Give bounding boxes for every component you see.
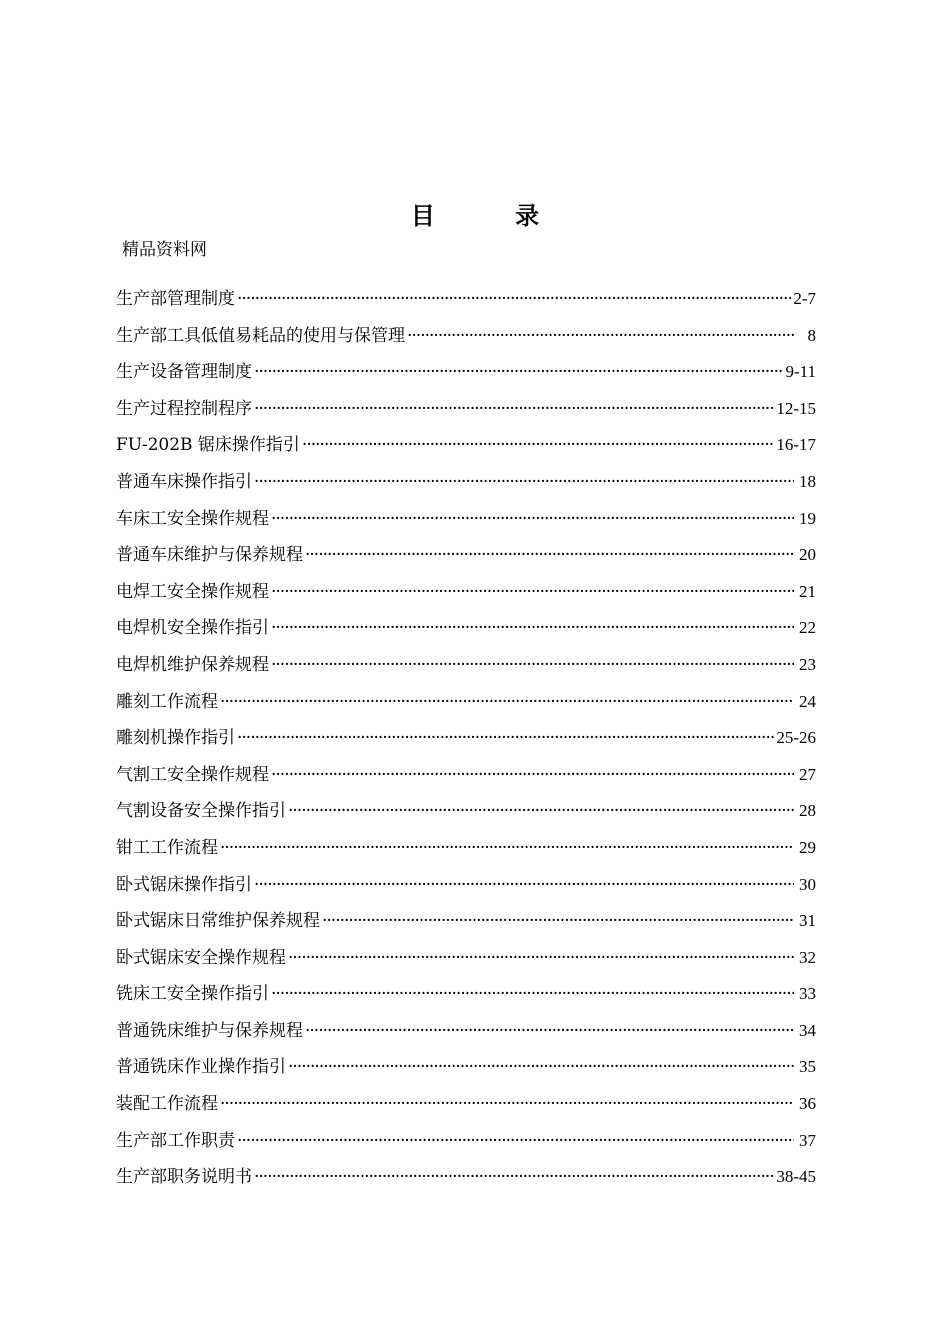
toc-entry-title: 车床工安全操作规程 xyxy=(116,508,269,529)
toc-entry[interactable] xyxy=(116,577,816,614)
toc-entry-title: 电焊机安全操作指引 xyxy=(116,618,269,639)
toc-entry-page: 35 xyxy=(799,1057,816,1077)
toc-entry-title: 普通车床操作指引 xyxy=(116,471,252,492)
dot-leader xyxy=(271,577,794,607)
toc-entry-page: 30 xyxy=(799,874,816,894)
toc-entry[interactable] xyxy=(116,650,816,687)
dot-leader xyxy=(271,760,794,790)
toc-entry-page: 12-15 xyxy=(776,398,816,418)
toc-entry-title: 电焊机维护保养规程 xyxy=(116,654,269,675)
toc-entry[interactable] xyxy=(116,943,816,980)
toc-entry-page: 32 xyxy=(799,947,816,967)
toc-entry[interactable] xyxy=(116,979,816,1016)
dot-leader xyxy=(288,943,794,973)
toc-entry-title: 铣床工安全操作指引 xyxy=(116,984,269,1005)
toc-entry-page: 29 xyxy=(799,837,816,857)
dot-leader xyxy=(305,540,794,570)
toc-entry-page: 25-26 xyxy=(776,728,816,748)
toc-entry[interactable] xyxy=(116,1016,816,1053)
dot-leader xyxy=(237,723,774,753)
dot-leader xyxy=(271,504,794,534)
toc-entry-title: 生产部职务说明书 xyxy=(116,1167,252,1188)
subtitle: 精品资料网 xyxy=(122,240,207,260)
toc-entry-page: 19 xyxy=(799,508,816,528)
dot-leader xyxy=(220,1089,794,1119)
toc-entry[interactable] xyxy=(116,1052,816,1089)
dot-leader xyxy=(254,1162,774,1192)
toc-entry-title: 卧式锯床安全操作规程 xyxy=(116,947,286,968)
dot-leader xyxy=(288,796,794,826)
toc-entry-page: 18 xyxy=(799,471,816,491)
toc-entry-title: FU-202B 锯床操作指引 xyxy=(116,435,300,456)
toc-entry[interactable] xyxy=(116,394,816,431)
toc-entry-title: 生产设备管理制度 xyxy=(116,362,252,383)
toc-entry[interactable] xyxy=(116,906,816,943)
toc-entry-page: 8 xyxy=(807,325,816,345)
toc-entry-title: 生产部工具低值易耗品的使用与保管理 xyxy=(116,325,405,346)
dot-leader xyxy=(237,1126,794,1156)
toc-entry[interactable] xyxy=(116,430,816,467)
table-of-contents xyxy=(116,284,816,1199)
toc-entry[interactable] xyxy=(116,1126,816,1163)
dot-leader xyxy=(288,1052,794,1082)
toc-entry[interactable] xyxy=(116,467,816,504)
toc-entry-title: 气割工安全操作规程 xyxy=(116,764,269,785)
toc-entry-title: 气割设备安全操作指引 xyxy=(116,801,286,822)
dot-leader xyxy=(254,870,794,900)
toc-entry-title: 生产部管理制度 xyxy=(116,289,235,309)
toc-entry[interactable] xyxy=(116,321,816,358)
toc-entry[interactable] xyxy=(116,796,816,833)
dot-leader xyxy=(305,1016,794,1046)
toc-entry-page: 22 xyxy=(799,618,816,638)
toc-entry-page: 37 xyxy=(799,1130,816,1150)
dot-leader xyxy=(237,284,791,314)
toc-entry-page: 28 xyxy=(799,801,816,821)
toc-entry-title: 普通车床维护与保养规程 xyxy=(116,545,303,566)
toc-entry-page: 38-45 xyxy=(776,1167,816,1187)
toc-entry[interactable] xyxy=(116,613,816,650)
toc-entry-page: 16-17 xyxy=(776,435,816,455)
toc-entry-page: 31 xyxy=(799,911,816,931)
toc-entry[interactable] xyxy=(116,870,816,907)
dot-leader xyxy=(254,467,794,497)
dot-leader xyxy=(271,979,794,1009)
toc-entry[interactable] xyxy=(116,284,816,321)
toc-entry[interactable] xyxy=(116,760,816,797)
dot-leader xyxy=(302,430,774,460)
dot-leader xyxy=(220,687,794,717)
toc-entry-title: 普通铣床作业操作指引 xyxy=(116,1057,286,1078)
toc-entry-page: 27 xyxy=(799,764,816,784)
dot-leader xyxy=(220,833,794,863)
toc-entry-title: 装配工作流程 xyxy=(116,1094,218,1115)
toc-entry-page: 2-7 xyxy=(793,289,816,308)
toc-entry[interactable] xyxy=(116,540,816,577)
toc-entry-page: 36 xyxy=(799,1094,816,1114)
toc-entry-page: 24 xyxy=(799,691,816,711)
toc-entry[interactable] xyxy=(116,1089,816,1126)
toc-entry[interactable] xyxy=(116,687,816,724)
dot-leader xyxy=(322,906,794,936)
toc-entry[interactable] xyxy=(116,504,816,541)
toc-entry-title: 雕刻工作流程 xyxy=(116,691,218,712)
toc-entry-page: 34 xyxy=(799,1020,816,1040)
toc-entry-title: 卧式锯床操作指引 xyxy=(116,874,252,895)
dot-leader xyxy=(254,357,783,387)
toc-entry-page: 21 xyxy=(799,581,816,601)
toc-entry-title: 卧式锯床日常维护保养规程 xyxy=(116,911,320,932)
dot-leader xyxy=(254,394,774,424)
toc-entry-title: 钳工工作流程 xyxy=(116,837,218,858)
toc-entry-page: 33 xyxy=(799,984,816,1004)
toc-entry-title: 生产过程控制程序 xyxy=(116,398,252,419)
dot-leader xyxy=(271,650,794,680)
toc-entry-title: 普通铣床维护与保养规程 xyxy=(116,1020,303,1041)
toc-entry[interactable] xyxy=(116,833,816,870)
toc-entry-title: 电焊工安全操作规程 xyxy=(116,581,269,602)
dot-leader xyxy=(407,321,794,351)
toc-entry-page: 23 xyxy=(799,654,816,674)
toc-entry-page: 9-11 xyxy=(785,362,816,382)
toc-entry-title: 雕刻机操作指引 xyxy=(116,728,235,749)
toc-entry[interactable] xyxy=(116,357,816,394)
dot-leader xyxy=(271,613,794,643)
toc-entry-title: 生产部工作职责 xyxy=(116,1130,235,1151)
page-title: 目 录 xyxy=(410,202,576,230)
toc-entry[interactable] xyxy=(116,723,816,760)
toc-entry-page: 20 xyxy=(799,545,816,565)
toc-entry[interactable] xyxy=(116,1162,816,1199)
